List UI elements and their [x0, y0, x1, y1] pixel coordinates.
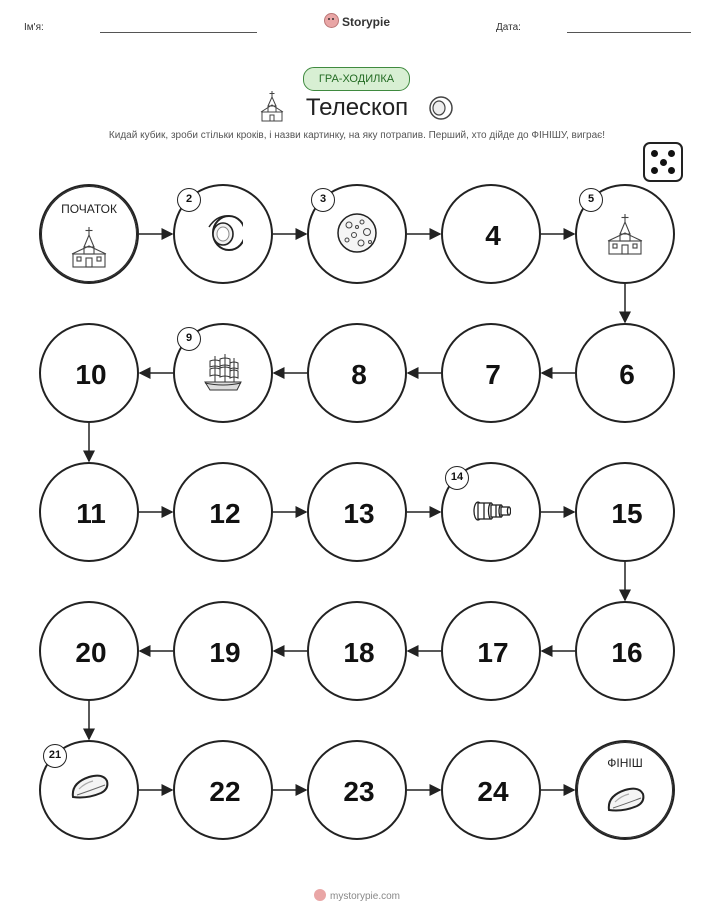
board-space-2 — [173, 184, 273, 284]
space-number: 15 — [611, 498, 643, 529]
space-number-badge: 3 — [311, 188, 335, 212]
space-number-badge: 14 — [445, 466, 469, 490]
start-space — [39, 184, 139, 284]
space-number: 7 — [485, 359, 501, 390]
space-number: 19 — [209, 637, 241, 668]
board-space-10 — [39, 323, 139, 423]
board-space-7 — [441, 323, 541, 423]
space-number: 12 — [209, 498, 241, 529]
board-space-23 — [307, 740, 407, 840]
space-number-badge: 5 — [579, 188, 603, 212]
space-number: 18 — [343, 637, 375, 668]
finish-label: ФІНІШ — [607, 756, 643, 770]
page-title: Телескоп — [305, 94, 409, 121]
date-label: Дата: — [496, 22, 521, 33]
space-number: 24 — [477, 776, 509, 807]
board-space-5 — [575, 184, 675, 284]
board-space-8 — [307, 323, 407, 423]
space-number: 11 — [76, 498, 106, 529]
brand-text: Storypie — [341, 15, 390, 29]
finish-space — [575, 740, 675, 840]
storypie-mascot-icon — [314, 889, 326, 901]
glass-lens-icon — [69, 769, 109, 811]
space-number: 8 — [351, 359, 367, 390]
space-number: 17 — [477, 637, 509, 668]
footer-url: mystorypie.com — [329, 891, 400, 902]
board-space-14 — [441, 462, 541, 562]
board-space-12 — [173, 462, 273, 562]
board-space-9 — [173, 323, 273, 423]
game-type-badge: ГРА-ХОДИЛКА — [303, 67, 410, 91]
board-space-24 — [441, 740, 541, 840]
space-number: 16 — [611, 637, 643, 668]
instructions-text: Кидай кубик, зроби стільки кроків, і назви картинку, на яку потрапив. Перший, хто дійде до ФІНІШУ, виграє! — [108, 130, 606, 141]
name-label: Ім'я: — [24, 22, 44, 33]
telescope-icon — [471, 491, 511, 533]
lens-ring-icon — [203, 213, 243, 255]
space-number: 20 — [75, 637, 107, 668]
board-space-22 — [173, 740, 273, 840]
space-number-badge: 2 — [177, 188, 201, 212]
board-space-20 — [39, 601, 139, 701]
space-number: 6 — [619, 359, 635, 390]
board-space-17 — [441, 601, 541, 701]
board-space-3 — [307, 184, 407, 284]
moon-icon — [337, 213, 377, 255]
church-icon — [69, 226, 109, 268]
space-number-badge: 21 — [43, 744, 67, 768]
board-space-19 — [173, 601, 273, 701]
board-space-13 — [307, 462, 407, 562]
glass-lens-icon — [605, 782, 645, 824]
board-space-6 — [575, 323, 675, 423]
space-number: 4 — [485, 220, 501, 251]
space-number: 13 — [343, 498, 375, 529]
board-space-11 — [39, 462, 139, 562]
space-number: 10 — [75, 359, 107, 390]
space-number: 22 — [209, 776, 241, 807]
board-space-21 — [39, 740, 139, 840]
space-number: 23 — [343, 776, 375, 807]
footer — [0, 889, 714, 902]
board-space-16 — [575, 601, 675, 701]
start-label: ПОЧАТОК — [61, 202, 117, 216]
board-space-18 — [307, 601, 407, 701]
church-icon — [605, 213, 645, 255]
space-number-badge: 9 — [177, 327, 201, 351]
board-space-15 — [575, 462, 675, 562]
ship-icon — [203, 352, 243, 394]
board-space-4 — [441, 184, 541, 284]
